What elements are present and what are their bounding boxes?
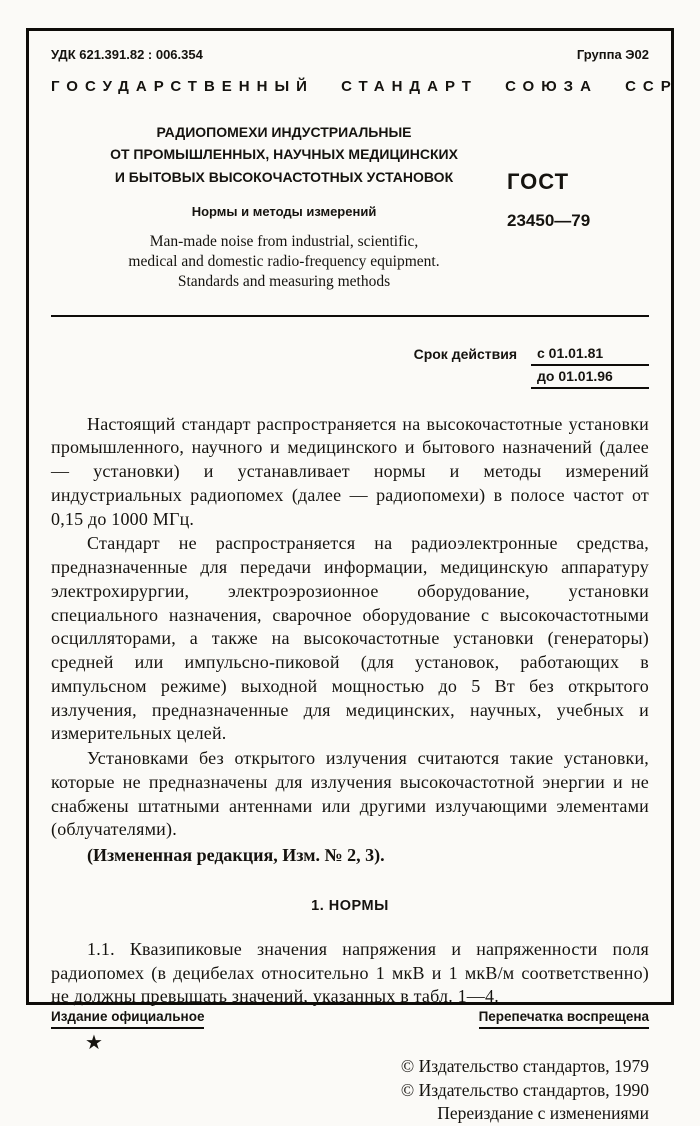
section-1-heading: 1. НОРМЫ — [311, 897, 389, 914]
english-line-2: medical and domestic radio-frequency equipment. — [128, 253, 440, 271]
gost-number: 23450—79 — [507, 211, 591, 230]
title-line-2: ОТ ПРОМЫШЛЕННЫХ, НАУЧНЫХ МЕДИЦИНСКИХ — [110, 146, 458, 163]
udk-code: УДК 621.391.82 : 006.354 — [51, 47, 203, 62]
validity-date-from: с 01.01.81 — [531, 343, 649, 366]
state-standard-header: ГОСУДАРСТВЕННЫЙ СТАНДАРТ СОЮЗА ССР — [51, 78, 678, 95]
title-block — [51, 121, 649, 293]
document-subtitle: Нормы и методы измерений — [191, 204, 377, 220]
star-icon: ★ — [85, 1032, 103, 1055]
horizontal-rule — [51, 315, 649, 317]
page-footer — [51, 1009, 649, 1126]
reissue-note: Переиздание с изменениями — [437, 1103, 649, 1124]
title-left-column — [51, 121, 489, 293]
copyright-1990: © Издательство стандартов, 1990 — [400, 1079, 649, 1100]
english-line-3: Standards and measuring methods — [177, 273, 391, 291]
paragraph-1-1: 1.1. Квазипиковые значения напряжения и напряженности поля радиопомех (в децибелах относительно 1 мкВ и 1 мкВ/м соответственно) не должны превышать значений, указанных в табл. 1—4. — [51, 938, 649, 1007]
footer-row — [51, 1009, 649, 1029]
title-line-3: И БЫТОВЫХ ВЫСОКОЧАСТОТНЫХ УСТАНОВОК — [114, 168, 454, 185]
paragraph-definition: Установками без открытого излучения считаются такие установки, которые не предназначены для излучения высокочастотной энергии и не снабжены штатными антеннами или другими излучающими элементами (облучателями). — [51, 748, 649, 840]
reprint-prohibited-label: Перепечатка воспрещена — [479, 1009, 649, 1029]
official-edition-label: Издание официальное — [51, 1009, 204, 1029]
copyright-1979: © Издательство стандартов, 1979 — [400, 1056, 649, 1077]
copyright-block — [51, 1055, 649, 1126]
document-body — [51, 413, 649, 1010]
title-line-1: РАДИОПОМЕХИ ИНДУСТРИАЛЬНЫЕ — [156, 124, 412, 140]
page-frame — [26, 28, 678, 1124]
document-title — [79, 121, 489, 188]
validity-block — [51, 343, 649, 389]
paragraph-scope: Настоящий стандарт распространяется на высокочастотные установки промышленного, научного и медицинского и бытового назначений (далее — установки) и устанавливает нормы и методы измерений индустриальных радиопомех (далее — радиопомехи) в полосе частот от 0,15 до 1000 МГц. — [51, 413, 649, 529]
group-code: Группа Э02 — [576, 47, 649, 62]
english-line-1: Man-made noise from industrial, scientific, — [149, 233, 419, 251]
validity-date-to: до 01.01.96 — [531, 366, 649, 389]
amendment-note: (Измененная редакция, Изм. № 2, 3). — [87, 845, 385, 866]
paragraph-exclusions: Стандарт не распространяется на радиоэлектронные средства, предназначенные для передачи информации, медицинскую аппаратуру электрохирургии, электроэрозионное оборудование, установки специального назначения, сварочное оборудование с высокочастотными осцилляторами, а также на высокочастотные установки (генераторы) средней или импульсно-пиковой (для установок, работающих в импульсном режиме) выходной мощностью до 5 Вт без открытого излучения, предназначенные для медицинских, научных, учебных и измерительных целей. — [51, 533, 649, 744]
validity-label: Срок действия — [413, 345, 517, 362]
validity-dates — [531, 343, 649, 389]
gost-designation — [489, 121, 649, 293]
meta-row — [51, 47, 649, 62]
gost-label: ГОСТ — [507, 169, 570, 194]
english-title — [79, 232, 489, 292]
